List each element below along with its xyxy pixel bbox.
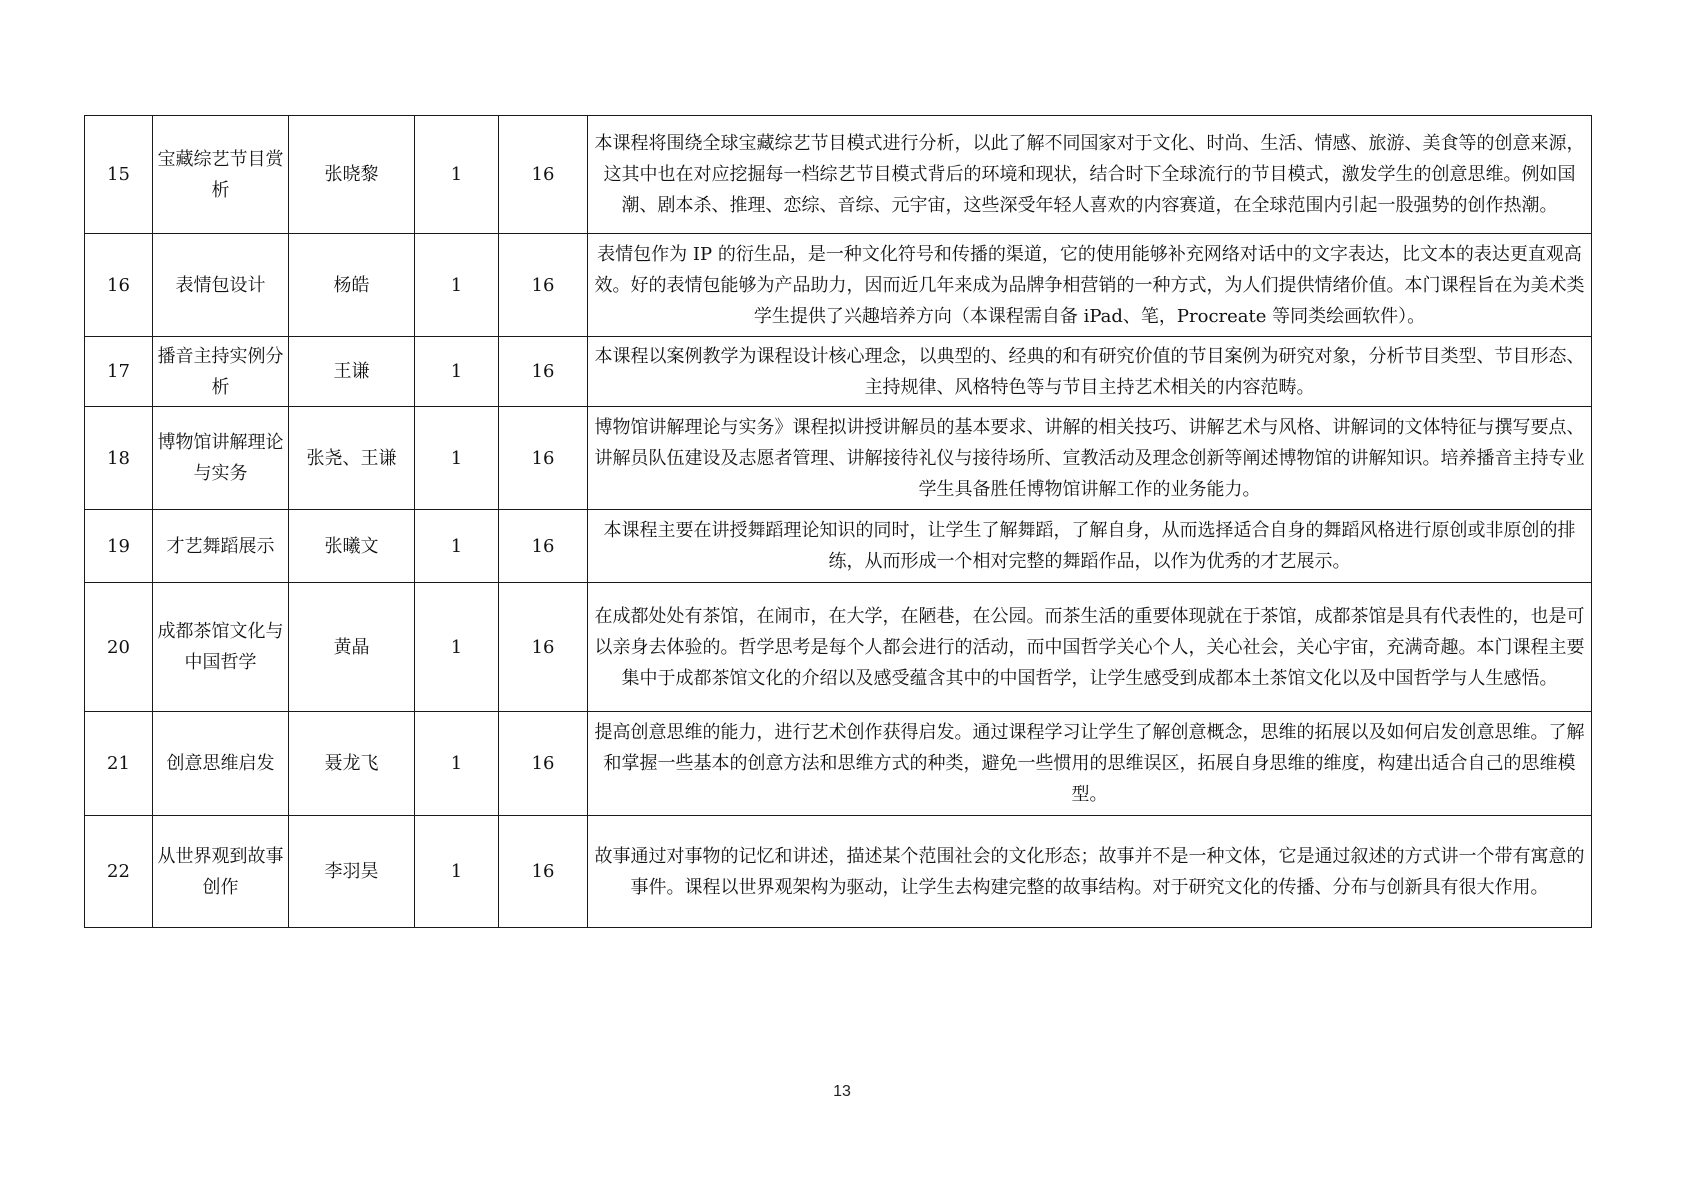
course-credit: 1 <box>415 337 499 407</box>
course-name-text: 表情包设计 <box>175 274 266 296</box>
course-description <box>588 510 1592 583</box>
course-description <box>588 583 1592 712</box>
course-description <box>588 116 1592 234</box>
course-teacher: 聂龙飞 <box>289 712 415 816</box>
course-name-text: 博物馆讲解理论与实务 <box>157 432 284 484</box>
course-description-text: 本课程将围绕全球宝藏综艺节目模式进行分析，以此了解不同国家对于文化、时尚、生活、情感、旅游、美食等的创意来源，这其中也在对应挖掘每一档综艺节目模式背后的环境和现状，结合时下全球流行的节目模式，激发学生的创意思维。例如国潮、剧本杀、推理、恋综、音综、元宇宙，这些深受年轻人喜欢的内容赛道，在全球范围内引起一股强势的创作热潮。 <box>594 133 1585 216</box>
table-row <box>85 116 1592 234</box>
course-hours: 16 <box>499 583 588 712</box>
course-credit: 1 <box>415 510 499 583</box>
course-hours: 16 <box>499 712 588 816</box>
course-description <box>588 337 1592 407</box>
course-hours: 16 <box>499 234 588 337</box>
course-number: 18 <box>85 407 153 510</box>
course-number: 16 <box>85 234 153 337</box>
course-description-text: 本课程以案例教学为课程设计核心理念，以典型的、经典的和有研究价值的节目案例为研究对象，分析节目类型、节目形态、主持规律、风格特色等与节目主持艺术相关的内容范畴。 <box>594 345 1585 398</box>
course-name <box>153 116 289 234</box>
course-teacher: 张尧、王谦 <box>289 407 415 510</box>
table-row <box>85 337 1592 407</box>
course-name-text: 创意思维启发 <box>166 753 275 774</box>
course-name-text: 才艺舞蹈展示 <box>166 535 275 557</box>
course-number: 21 <box>85 712 153 816</box>
course-name <box>153 712 289 816</box>
course-name-text: 成都茶馆文化与中国哲学 <box>157 621 284 673</box>
course-table <box>84 115 1592 928</box>
course-number: 20 <box>85 583 153 712</box>
course-credit: 1 <box>415 583 499 712</box>
table-row <box>85 712 1592 816</box>
course-name <box>153 510 289 583</box>
course-teacher: 王谦 <box>289 337 415 407</box>
course-name-text: 从世界观到故事创作 <box>157 845 284 898</box>
course-credit: 1 <box>415 234 499 337</box>
course-hours: 16 <box>499 816 588 928</box>
course-description <box>588 712 1592 816</box>
course-credit: 1 <box>415 816 499 928</box>
page-number: 13 <box>833 1083 851 1100</box>
table-row <box>85 816 1592 928</box>
course-number: 22 <box>85 816 153 928</box>
course-name <box>153 583 289 712</box>
course-teacher: 黄晶 <box>289 583 415 712</box>
course-hours: 16 <box>499 337 588 407</box>
course-name-text: 播音主持实例分析 <box>157 345 284 398</box>
course-name-text: 宝藏综艺节目赏析 <box>157 148 284 201</box>
course-hours: 16 <box>499 510 588 583</box>
course-number: 19 <box>85 510 153 583</box>
course-hours: 16 <box>499 407 588 510</box>
course-description-text: 本课程主要在讲授舞蹈理论知识的同时，让学生了解舞蹈，了解自身，从而选择适合自身的舞蹈风格进行原创或非原创的排练，从而形成一个相对完整的舞蹈作品，以作为优秀的才艺展示。 <box>603 520 1576 572</box>
course-description-text: 故事通过对事物的记忆和讲述，描述某个范围社会的文化形态；故事并不是一种文体，它是通过叙述的方式讲一个带有寓意的事件。课程以世界观架构为驱动，让学生去构建完整的故事结构。对于研究文化的传播、分布与创新具有很大作用。 <box>594 845 1585 898</box>
course-description <box>588 816 1592 928</box>
course-description-text: 表情包作为 IP 的衍生品，是一种文化符号和传播的渠道，它的使用能够补充网络对话中的文字表达，比文本的表达更直观高效。好的表情包能够为产品助力，因而近几年来成为品牌争相营销的一种方式，为人们提供情绪价值。本门课程旨在为美术类学生提供了兴趣培养方向（本课程需自备 iPad、笔，Procreate 等同类绘画软件）。 <box>594 243 1585 327</box>
course-name <box>153 337 289 407</box>
course-name <box>153 234 289 337</box>
table-row <box>85 407 1592 510</box>
course-number: 15 <box>85 116 153 234</box>
table-row <box>85 583 1592 712</box>
table-row <box>85 234 1592 337</box>
course-teacher: 张曦文 <box>289 510 415 583</box>
table-row <box>85 510 1592 583</box>
course-number: 17 <box>85 337 153 407</box>
course-description <box>588 234 1592 337</box>
course-hours: 16 <box>499 116 588 234</box>
course-teacher: 杨皓 <box>289 234 415 337</box>
course-teacher: 李羽昊 <box>289 816 415 928</box>
course-name <box>153 407 289 510</box>
course-credit: 1 <box>415 712 499 816</box>
course-description <box>588 407 1592 510</box>
course-credit: 1 <box>415 407 499 510</box>
course-teacher: 张晓黎 <box>289 116 415 234</box>
course-credit: 1 <box>415 116 499 234</box>
course-name <box>153 816 289 928</box>
course-description-text: 在成都处处有茶馆，在闹市，在大学，在陋巷，在公园。而茶生活的重要体现就在于茶馆，成都茶馆是具有代表性的，也是可以亲身去体验的。哲学思考是每个人都会进行的活动，而中国哲学关心个人，关心社会，关心宇宙，充满奇趣。本门课程主要集中于成都茶馆文化的介绍以及感受蕴含其中的中国哲学，让学生感受到成都本土茶馆文化以及中国哲学与人生感悟。 <box>594 605 1585 689</box>
course-description-text: 提高创意思维的能力，进行艺术创作获得启发。通过课程学习让学生了解创意概念，思维的拓展以及如何启发创意思维。了解和掌握一些基本的创意方法和思维方式的种类，避免一些惯用的思维误区，拓展自身思维的维度，构建出适合自己的思维模型。 <box>594 722 1585 805</box>
course-description-text: 博物馆讲解理论与实务》课程拟讲授讲解员的基本要求、讲解的相关技巧、讲解艺术与风格、讲解词的文体特征与撰写要点、讲解员队伍建设及志愿者管理、讲解接待礼仪与接待场所、宣教活动及理念创新等阐述博物馆的讲解知识。培养播音主持专业学生具备胜任博物馆讲解工作的业务能力。 <box>594 416 1585 500</box>
